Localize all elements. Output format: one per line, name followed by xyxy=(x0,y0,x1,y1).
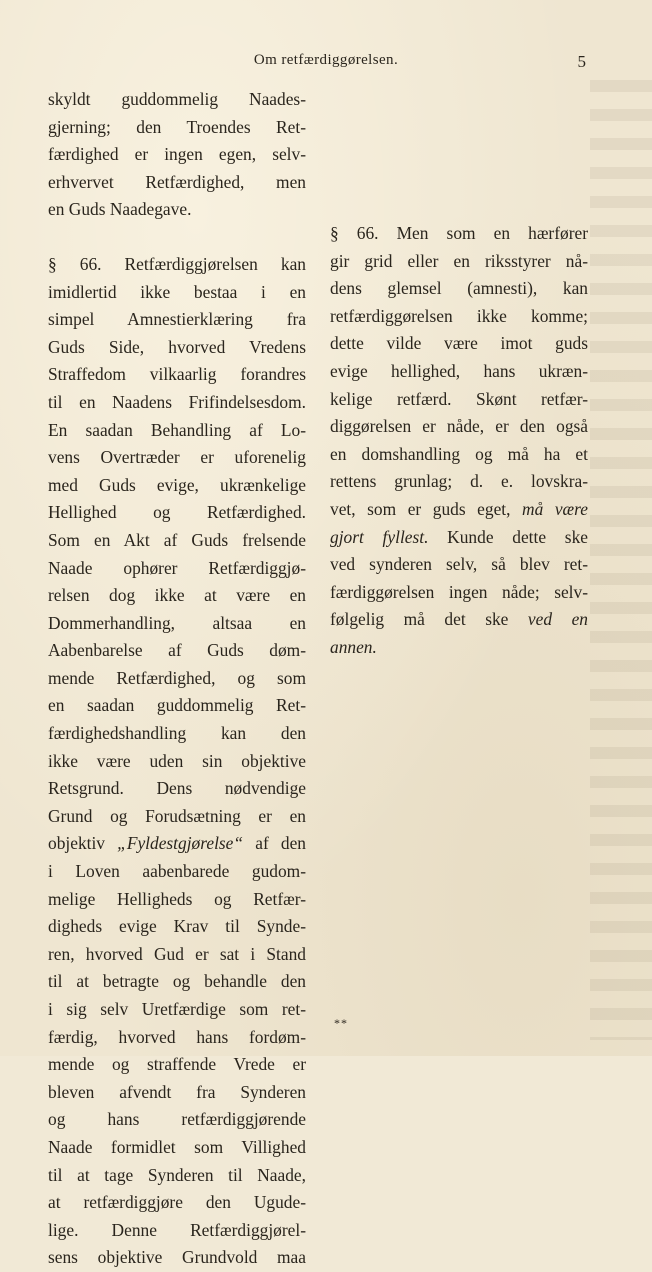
right-column xyxy=(330,220,588,662)
italic-term-gjort-fyllest: gjort fyllest. xyxy=(330,526,429,547)
text-line: diggørelsen er nåde, er den også xyxy=(330,416,588,437)
page-header xyxy=(0,50,652,74)
text-line: en domshandling og må ha et xyxy=(330,443,588,464)
text-line: ved synderen selv, så blev ret- xyxy=(330,554,588,575)
text-line: En saadan Behandling af Lo- xyxy=(48,419,306,440)
text-line: vens Overtræder er uforenelig xyxy=(48,447,306,468)
text-line: en Guds Naadegave. xyxy=(48,199,192,220)
text-line: Naade formidlet som Villighed xyxy=(48,1136,306,1157)
text-line: en saadan guddommelig Ret- xyxy=(48,695,306,716)
text-line: færdig, hvorved hans fordøm- xyxy=(48,1026,306,1047)
text-line: at retfærdiggjøre den Ugude- xyxy=(48,1192,306,1213)
left-paragraph-1 xyxy=(48,86,306,224)
text-line-with-italic xyxy=(330,524,588,552)
text-line: bleven afvendt fra Synderen xyxy=(48,1081,306,1102)
text-line: evige hellighed, hans ukræn- xyxy=(330,360,588,381)
italic-term-maa-vaere: må være xyxy=(522,498,588,519)
text-line: ren, hvorved Gud er sat i Stand xyxy=(48,943,306,964)
text-line: til at betragte og behandle den xyxy=(48,971,306,992)
text-line: Grund og Forudsætning er en xyxy=(48,805,306,826)
text-line: og hans retfærdiggjørende xyxy=(48,1109,306,1130)
text-line: færdiggørelsen ingen nåde; selv- xyxy=(330,581,588,602)
left-paragraph-2 xyxy=(48,251,306,1272)
text-segment: objektiv xyxy=(48,833,118,854)
text-line: lige. Denne Retfærdiggjørel- xyxy=(48,1219,306,1240)
text-line: gjerning; den Troendes Ret- xyxy=(48,116,306,137)
text-line: § 66. Retfærdiggjørelsen kan xyxy=(48,253,306,274)
text-line: dens glemsel (amnesti), kan xyxy=(330,278,588,299)
text-line: imidlertid ikke bestaa i en xyxy=(48,281,306,302)
text-line: til en Naadens Frifindelsesdom. xyxy=(48,391,306,412)
text-line: færdighedshandling kan den xyxy=(48,723,306,744)
paragraph-gap xyxy=(48,224,306,251)
text-line: i sig selv Uretfærdige som ret- xyxy=(48,999,306,1019)
left-column xyxy=(48,86,306,1272)
text-segment: af den xyxy=(243,833,306,854)
text-line: til at tage Synderen til Naade, xyxy=(48,1164,306,1185)
text-line: § 66. Men som en hærfører xyxy=(330,223,588,243)
text-line: Straffedom vilkaarlig forandres xyxy=(48,364,306,385)
text-segment: Kunde dette ske xyxy=(428,526,588,547)
signature-mark: ** xyxy=(334,1016,348,1030)
text-line-with-italic xyxy=(330,606,588,634)
text-line: i Loven aabenbarede gudom- xyxy=(48,861,306,882)
text-line: melige Helligheds og Retfær- xyxy=(48,888,306,909)
text-line-with-italic xyxy=(330,634,588,662)
text-line: Hellighed og Retfærdighed. xyxy=(48,502,306,523)
text-line: rettens grunlag; d. e. lovskra- xyxy=(330,471,588,492)
text-line: sens objektive Grundvold maa xyxy=(48,1247,306,1268)
show-through-texture xyxy=(590,80,652,1040)
text-line: simpel Amnestierklæring fra xyxy=(48,309,306,330)
text-line: dette vilde være imot guds xyxy=(330,333,588,354)
text-line: relsen dog ikke at være en xyxy=(48,585,306,606)
text-segment: følgelig må det ske xyxy=(330,609,528,630)
text-segment: vet, som er guds eget, xyxy=(330,498,523,519)
text-line: kelige retfærd. Skønt retfær- xyxy=(330,388,588,409)
page-number: 5 xyxy=(577,52,586,71)
text-line: mende og straffende Vrede er xyxy=(48,1054,306,1075)
italic-term-fyldestgjorelse: „Fyldestgjørelse“ xyxy=(117,833,244,854)
text-line: erhvervet Retfærdighed, men xyxy=(48,171,306,192)
text-line: Retsgrund. Dens nødvendige xyxy=(48,778,306,799)
running-head: Om retfærdiggørelsen. xyxy=(253,52,399,68)
text-line-with-italic xyxy=(48,830,306,858)
italic-term-ved-en: ved en xyxy=(527,609,588,630)
text-line: ikke være uden sin objektive xyxy=(48,750,306,771)
text-line: mende Retfærdighed, og som xyxy=(48,667,306,688)
text-line: skyldt guddommelig Naades- xyxy=(48,89,306,109)
text-line: Aabenbarelse af Guds døm- xyxy=(48,640,306,661)
text-line: Naade ophører Retfærdiggjø- xyxy=(48,557,306,578)
text-line: gir grid eller en riksstyrer nå- xyxy=(330,250,588,271)
text-line: med Guds evige, ukrænkelige xyxy=(48,474,306,495)
text-line: Guds Side, hvorved Vredens xyxy=(48,336,306,357)
text-line-with-italic xyxy=(330,496,588,524)
text-line: Som en Akt af Guds frelsende xyxy=(48,529,306,550)
text-line: færdighed er ingen egen, selv- xyxy=(48,144,306,165)
text-line: retfærdiggørelsen ikke komme; xyxy=(330,305,588,326)
text-line: Dommerhandling, altsaa en xyxy=(48,612,306,633)
text-line: digheds evige Krav til Synde- xyxy=(48,916,306,937)
italic-term-annen: annen. xyxy=(330,636,377,657)
